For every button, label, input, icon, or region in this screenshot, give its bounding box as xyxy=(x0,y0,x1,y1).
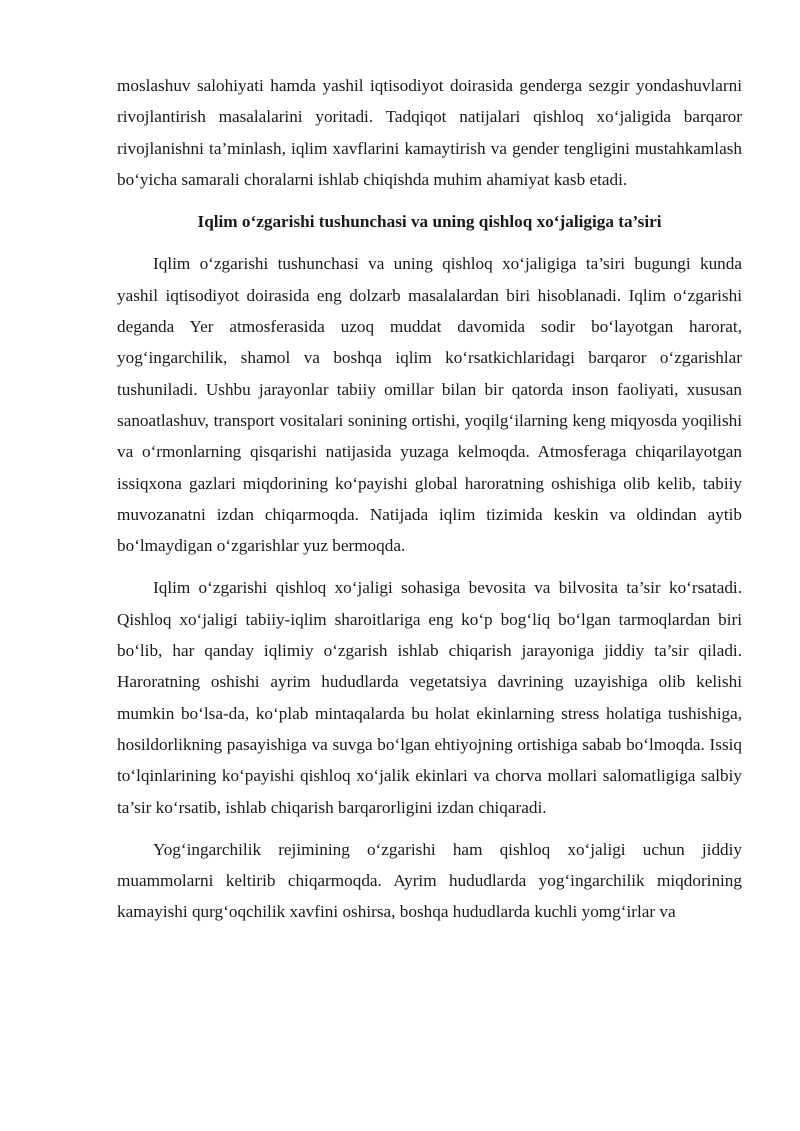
body-paragraph-2: Iqlim o‘zgarishi qishloq xo‘jaligi sohasiga bevosita va bilvosita ta’sir ko‘rsatadi. Qishloq xo‘jaligi tabiiy-iqlim sharoitlariga eng ko‘p bog‘liq bo‘lgan tarmoqlardan biri bo‘lib, har qanday iqlimiy o‘zgarish ishlab chiqarish jarayoniga jiddiy ta’sir qiladi. Haroratning oshishi ayrim hududlarda vegetatsiya davrining uzayishiga olib kelishi mumkin bo‘lsa-da, ko‘plab mintaqalarda bu holat ekinlarning stress holatiga tushishiga, hosildorlikning pasayishiga va suvga bo‘lgan ehtiyojning ortishiga sabab bo‘lmoqda. Issiq to‘lqinlarining ko‘payishi qishloq xo‘jalik ekinlari va chorva mollari salomatligiga salbiy ta’sir ko‘rsatib, ishlab chiqarish barqarorligini izdan chiqaradi. xyxy=(117,578,742,817)
section-heading: Iqlim o‘zgarishi tushunchasi va uning qishloq xo‘jaligiga ta’siri xyxy=(197,212,662,232)
body-paragraph-3: Yog‘ingarchilik rejimining o‘zgarishi ham qishloq xo‘jaligi uchun jiddiy muammolarni keltirib chiqarmoqda. Ayrim hududlarda yog‘ingarchilik miqdorining kamayishi qurg‘oqchilik xavfini oshirsa, boshqa hududlarda kuchli yomg‘irlar va xyxy=(117,839,742,922)
intro-paragraph: moslashuv salohiyati hamda yashil iqtisodiyot doirasida genderga sezgir yondashuvlarni rivojlantirish masalalarini yoritadi. Tadqiqot natijalari qishloq xo‘jaligida barqaror rivojlanishni ta’minlash, iqlim xavflarini kamaytirish va gender tengligini mustahkamlash bo‘yicha samarali choralarni ishlab chiqishda muhim ahamiyat kasb etadi. xyxy=(117,76,742,189)
document-body xyxy=(117,70,742,928)
body-paragraph-1: Iqlim o‘zgarishi tushunchasi va uning qishloq xo‘jaligiga ta’siri bugungi kunda yashil iqtisodiyot doirasida eng dolzarb masalalardan biri hisoblanadi. Iqlim o‘zgarishi deganda Yer atmosferasida uzoq muddat davomida sodir bo‘layotgan harorat, yog‘ingarchilik, shamol va boshqa iqlim ko‘rsatkichlaridagi barqaror o‘zgarishlar tushuniladi. Ushbu jarayonlar tabiiy omillar bilan bir qatorda inson faoliyati, xususan sanoatlashuv, transport vositalari sonining ortishi, yoqilg‘ilarning keng miqyosda yoqilishi va o‘rmonlarning qisqarishi natijasida yuzaga kelmoqda. Atmosferaga chiqarilayotgan issiqxona gazlari miqdorining ko‘payishi global haroratning oshishiga olib kelib, tabiiy muvozanatni izdan chiqarmoqda. Natijada iqlim tizimida keskin va oldindan aytib bo‘lmaydigan o‘zgarishlar yuz bermoqda. xyxy=(117,254,742,556)
